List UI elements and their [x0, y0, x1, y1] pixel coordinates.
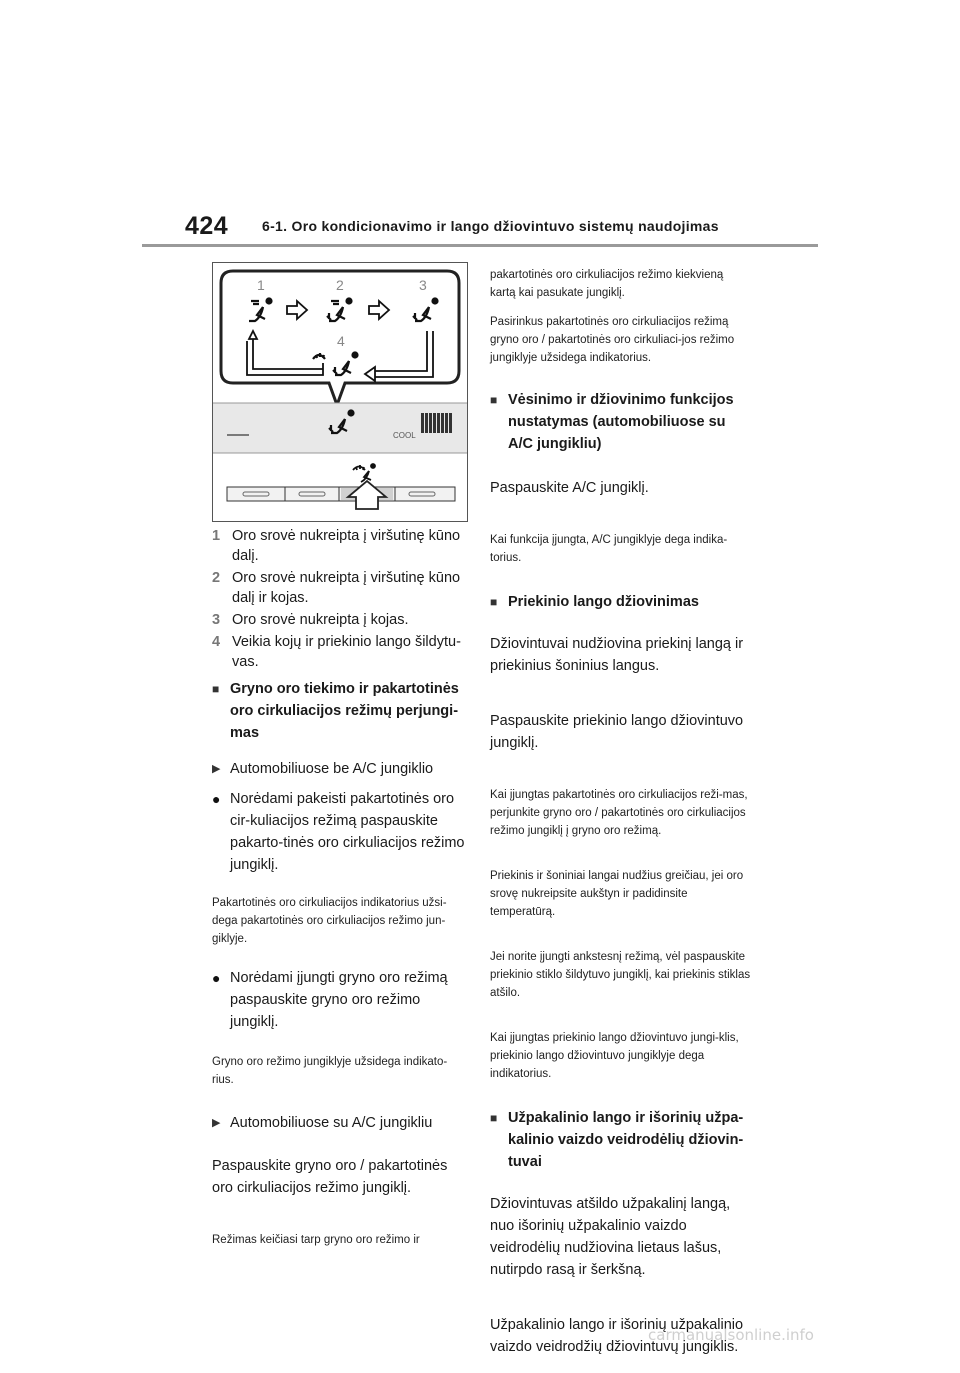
paragraph: Užpakalinio lango ir išorinių užpakalinio vaizdo veidrodžių džiovintuvų jungiklis.	[490, 1317, 744, 1355]
label-2: 2	[336, 277, 344, 293]
section-heading: ■ Užpakalinio lango ir išorinių užpa-kalinio vaizdo veidrodėlių džiovin-tuvai	[490, 1107, 752, 1173]
triangle-bullet-icon: ▶	[212, 763, 221, 775]
note-text: Priekinis ir šoniniai langai nudžius greičiau, jei oro srovę nukreipsite aukštyn ir padidinsite temperatūrą.	[490, 870, 744, 918]
note-text: Kai funkcija įjungta, A/C jungiklyje dega indika-torius.	[490, 534, 728, 564]
display-cool-text: COOL	[393, 431, 416, 440]
note-text: Gryno oro režimo jungiklyje užsidega indikato-rius.	[212, 1055, 448, 1086]
square-bullet-icon: ■	[490, 594, 498, 609]
note-text: Kai įjungtas pakartotinės oro cirkuliacijos reži-mas, perjunkite gryno oro / pakartotinės oro cirkuliacijos režimo jungiklį į gryno oro režimą.	[490, 789, 748, 837]
note-text: Režimas keičiasi tarp gryno oro režimo ir	[212, 1233, 420, 1246]
paragraph: Džiovintuvas atšildo užpakalinį langą, nuo išorinių užpakalinio vaizdo veidrodėlių nudžiovina lietaus lašus, nutirpdo rasą ir šerkšną.	[490, 1196, 731, 1278]
arrow-item: ▶ Automobiliuose be A/C jungiklio	[212, 758, 468, 780]
section-heading: ■ Vėsinimo ir džiovinimo funkcijos nustatymas (automobiliuose su A/C jungikliu)	[490, 389, 752, 455]
running-header: 6-1. Oro kondicionavimo ir lango džiovintuvo sistemų naudojimas	[262, 218, 719, 234]
arrow-item: ▶ Automobiliuose su A/C jungikliu	[212, 1112, 468, 1134]
note-text: Kai įjungtas priekinio lango džiovintuvo jungi-klis, priekinio lango džiovintuvo jungiklyje dega indikatorius.	[490, 1032, 739, 1080]
header-rule	[142, 244, 818, 247]
defrost-indicator-icon	[353, 464, 375, 482]
paragraph: Paspauskite gryno oro / pakartotinės oro cirkuliacijos režimo jungiklį.	[212, 1157, 448, 1196]
label-1: 1	[257, 277, 265, 293]
pointer-arrow-icon	[348, 481, 386, 509]
list-item: 4 Veikia kojų ir priekinio lango šildytu-vas.	[212, 634, 461, 670]
list-item: 1 Oro srovė nukreipta į viršutinę kūno dalį.	[212, 528, 461, 564]
air-flow-diagram	[213, 263, 467, 521]
square-bullet-icon: ■	[490, 1110, 498, 1125]
paragraph: Džiovintuvai nudžiovina priekinį langą ir priekinius šoninius langus.	[490, 636, 744, 674]
note-text: Pakartotinės oro cirkuliacijos indikatorius užsi-dega pakartotinės oro cirkuliacijos režimo jun-giklyje.	[212, 896, 447, 945]
dot-bullet-icon: ●	[212, 791, 221, 807]
note-text: pakartotinės oro cirkuliacijos režimo kiekvieną kartą kai pasukate jungiklį.	[490, 268, 724, 299]
right-column	[490, 254, 752, 1373]
numbered-list	[212, 526, 468, 674]
label-3: 3	[419, 277, 427, 293]
dot-bullet-icon: ●	[212, 970, 221, 986]
square-bullet-icon: ■	[490, 392, 498, 407]
page-number: 424	[185, 212, 229, 240]
label-4: 4	[337, 333, 345, 349]
left-column	[212, 678, 468, 1260]
note-text: Pasirinkus pakartotinės oro cirkuliacijos režimą gryno oro / pakartotinės oro cirkuliaci-jos režimo jungiklyje užsidega indikatorius.	[490, 316, 735, 364]
section-heading: ■ Gryno oro tiekimo ir pakartotinės oro cirkuliacijos režimų perjungi-mas	[212, 678, 468, 744]
triangle-bullet-icon: ▶	[212, 1117, 221, 1129]
list-item: 3 Oro srovė nukreipta į kojas.	[212, 612, 409, 628]
watermark: carmanualsonline.info	[648, 1326, 814, 1344]
air-flow-figure	[212, 262, 468, 522]
square-bullet-icon: ■	[212, 682, 220, 696]
bullet-item: ● Norėdami įjungti gryno oro režimą paspauskite gryno oro režimo jungiklį.	[212, 967, 468, 1033]
paragraph: Paspauskite A/C jungiklį.	[490, 480, 649, 496]
note-text: Jei norite įjungti ankstesnį režimą, vėl paspauskite priekinio stiklo šildytuvo jungiklį, kai priekinis stiklas atšilo.	[490, 951, 751, 999]
list-item: 2 Oro srovė nukreipta į viršutinę kūno dalį ir kojas.	[212, 570, 461, 606]
section-heading: ■ Priekinio lango džiovinimas	[490, 591, 752, 613]
paragraph: Paspauskite priekinio lango džiovintuvo jungiklį.	[490, 713, 744, 751]
bullet-item: ● Norėdami pakeisti pakartotinės oro cir-kuliacijos režimą paspauskite pakarto-tinės oro cirkuliacijos režimo jungiklį.	[212, 788, 468, 876]
